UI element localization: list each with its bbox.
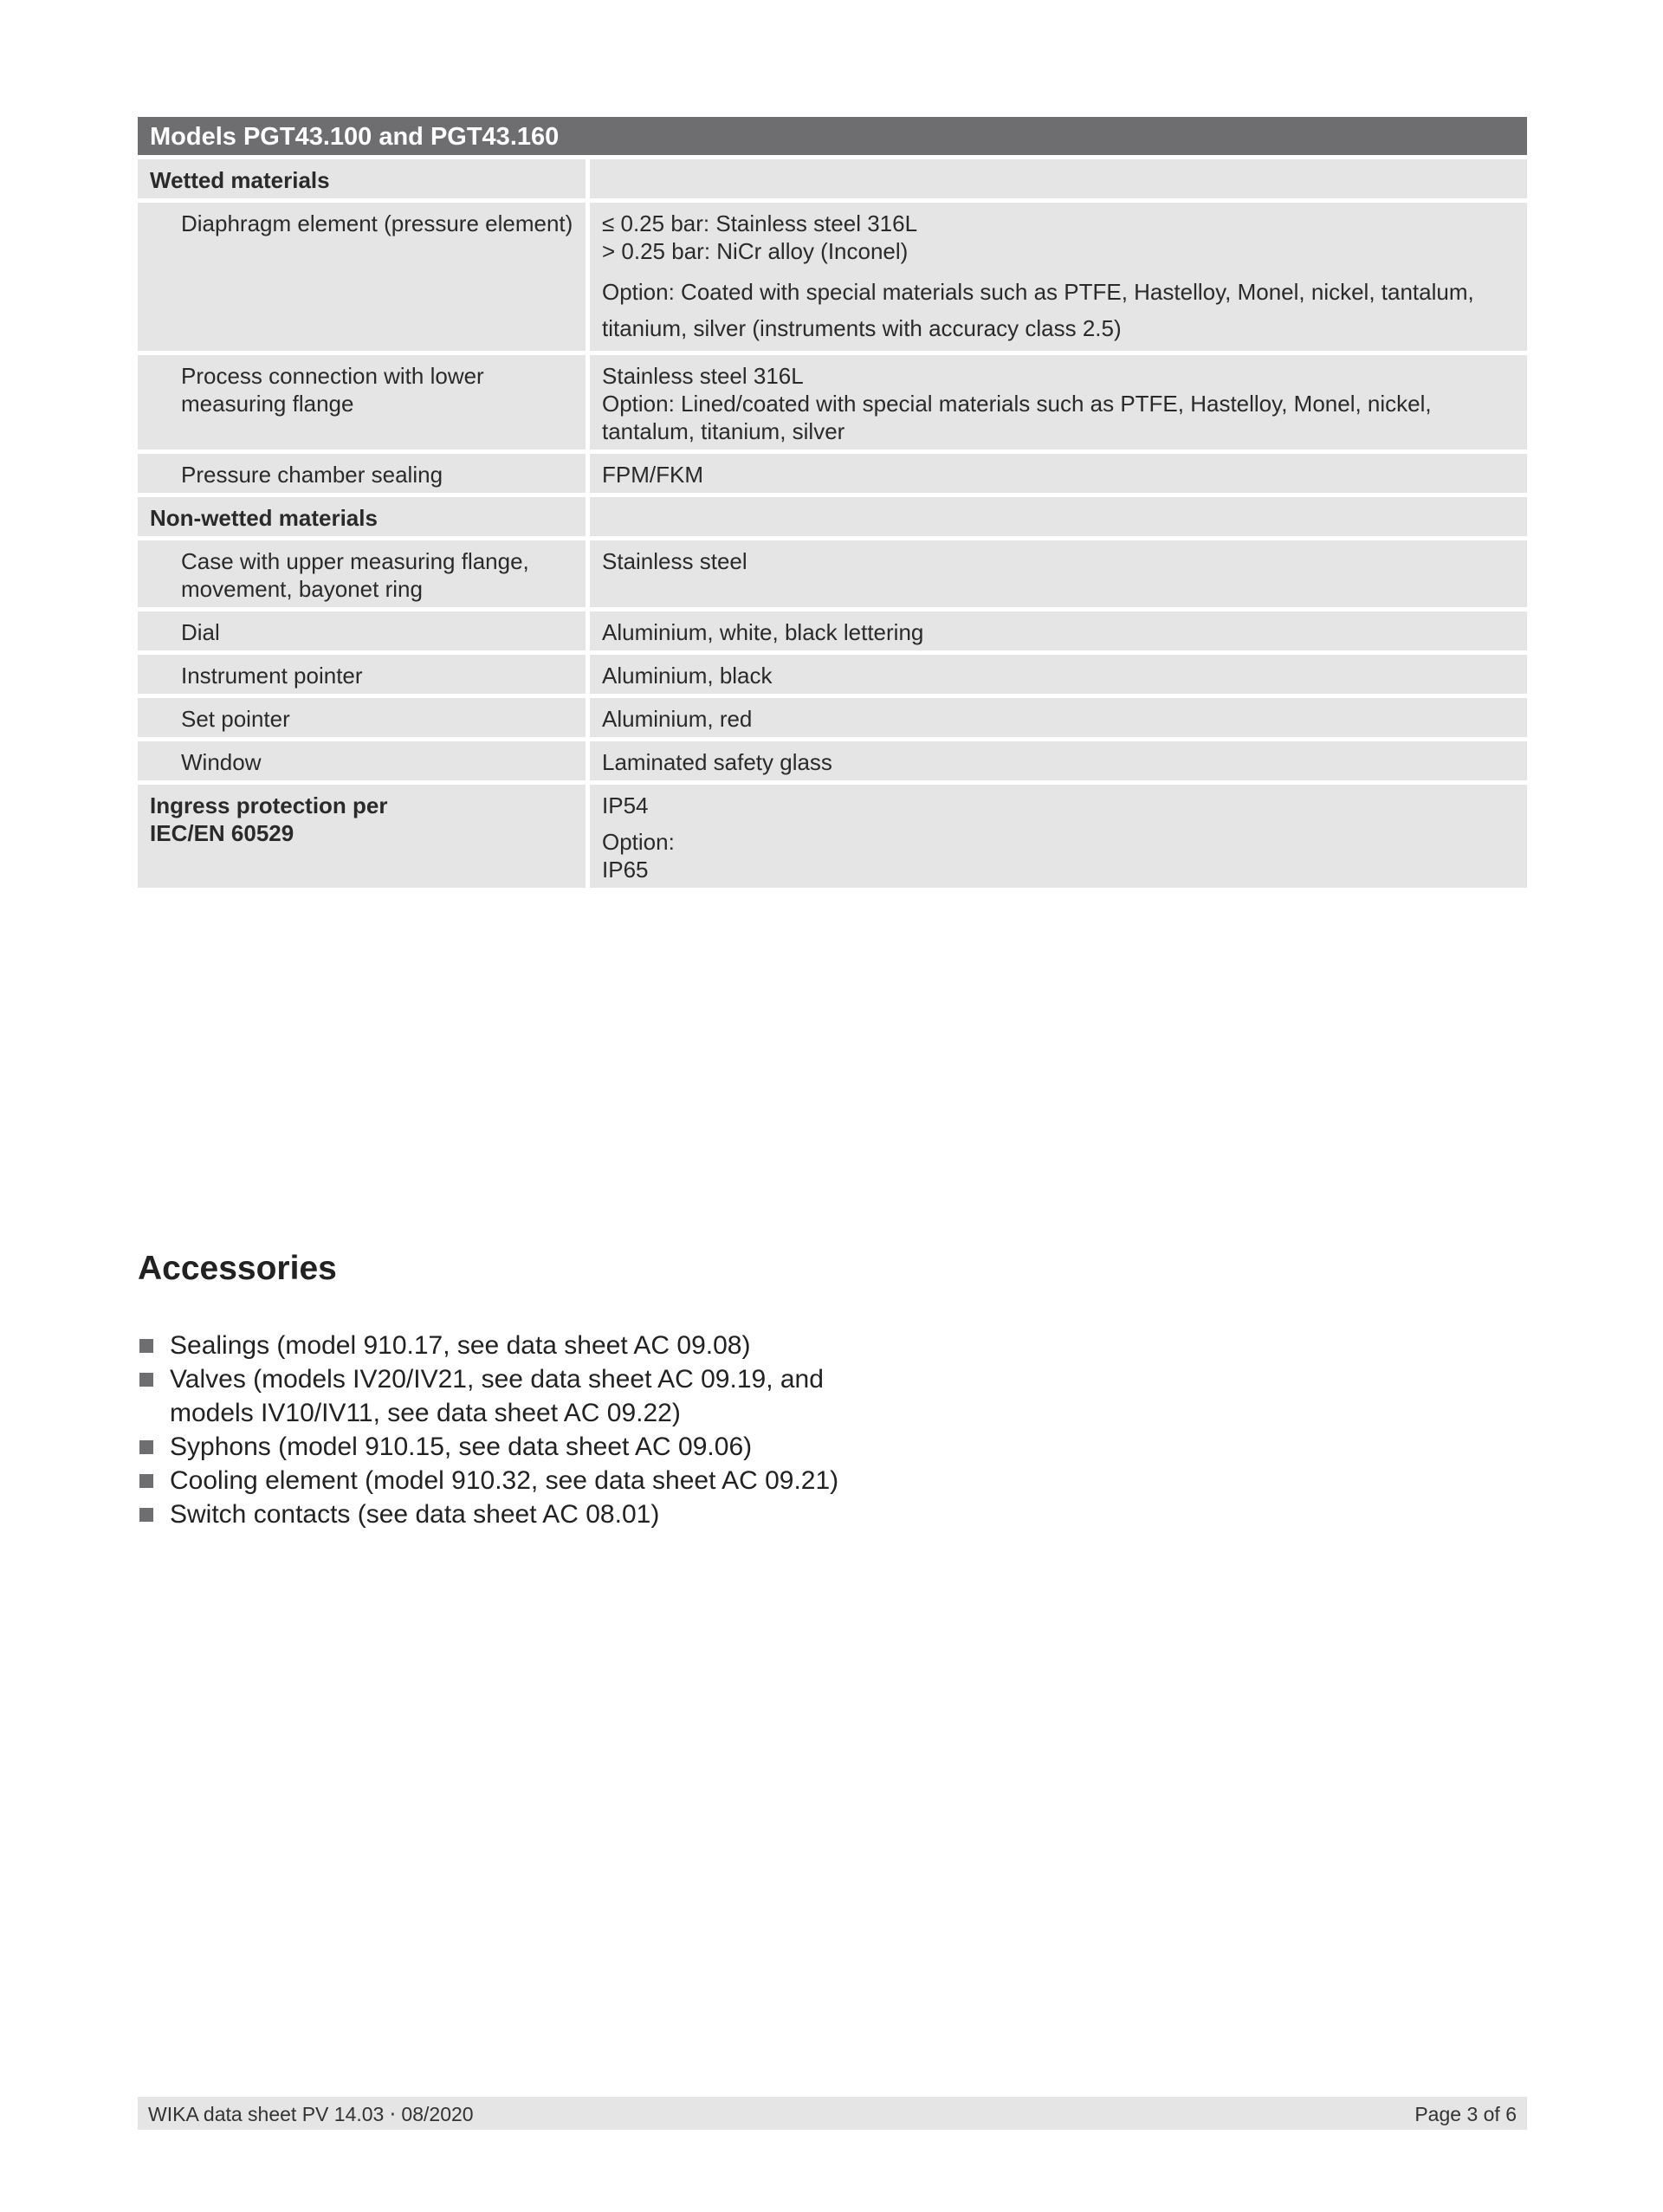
accessory-text: Cooling element (model 910.32, see data sheet AC 09.21) <box>170 1466 839 1495</box>
row-label-window: Window <box>138 741 586 780</box>
row-value-case: Stainless steel <box>586 540 1527 607</box>
table-row <box>138 355 1527 450</box>
row-value-ingress <box>586 785 1527 888</box>
ingress-value: IP54 <box>602 792 649 818</box>
table-row <box>138 698 1527 737</box>
ingress-option-label: Option: <box>602 829 675 855</box>
square-bullet-icon <box>139 1474 153 1488</box>
table-row <box>138 741 1527 780</box>
row-value-set-pointer: Aluminium, red <box>586 698 1527 737</box>
table-title: Models PGT43.100 and PGT43.160 <box>138 117 1527 155</box>
table-row <box>138 611 1527 650</box>
list-item <box>138 1329 838 1362</box>
accessory-text-line-2: models IV10/IV11, see data sheet AC 09.22) <box>170 1399 681 1427</box>
row-label-chamber-sealing: Pressure chamber sealing <box>138 454 586 493</box>
row-label-case: Case with upper measuring flange, movement, bayonet ring <box>138 540 586 607</box>
footer-page-number: Page 3 of 6 <box>1414 2103 1517 2125</box>
section-value-empty <box>586 159 1527 198</box>
list-item <box>138 1362 838 1430</box>
accessories-heading: Accessories <box>138 1250 337 1287</box>
accessory-text: Sealings (model 910.17, see data sheet AC 09.08) <box>170 1331 751 1360</box>
accessory-text: Switch contacts (see data sheet AC 08.01) <box>170 1500 660 1529</box>
materials-spec-table <box>138 113 1527 892</box>
diaphragm-option: Option: Coated with special materials such as PTFE, Hastelloy, Monel, nickel, tantalum, titanium, silver (instruments with accuracy class 2.5) <box>602 279 1474 341</box>
row-label-ingress <box>138 785 586 888</box>
list-item <box>138 1497 838 1531</box>
footer-document-reference: WIKA data sheet PV 14.03 ⋅ 08/2020 <box>148 2103 474 2125</box>
accessories-list <box>138 1329 838 1531</box>
diaphragm-line-2: > 0.25 bar: NiCr alloy (Inconel) <box>602 238 909 264</box>
section-label-non-wetted: Non-wetted materials <box>138 497 586 536</box>
square-bullet-icon <box>139 1339 153 1353</box>
table-row <box>138 655 1527 694</box>
table-row <box>138 785 1527 888</box>
row-value-chamber-sealing: FPM/FKM <box>586 454 1527 493</box>
row-value-instrument-pointer: Aluminium, black <box>586 655 1527 694</box>
list-item <box>138 1464 838 1497</box>
page-footer <box>138 2097 1527 2130</box>
square-bullet-icon <box>139 1440 153 1454</box>
table-row <box>138 497 1527 536</box>
square-bullet-icon <box>139 1508 153 1522</box>
table-row <box>138 454 1527 493</box>
section-value-empty <box>586 497 1527 536</box>
ingress-option-value: IP65 <box>602 857 649 883</box>
diaphragm-line-1: ≤ 0.25 bar: Stainless steel 316L <box>602 210 918 236</box>
list-item <box>138 1430 838 1464</box>
square-bullet-icon <box>139 1373 153 1387</box>
row-value-diaphragm <box>586 203 1527 351</box>
process-connection-line-1: Stainless steel 316L <box>602 363 804 389</box>
ingress-label-line-2: IEC/EN 60529 <box>150 820 294 846</box>
row-label-process-connection: Process connection with lower measuring flange <box>138 355 586 450</box>
row-value-process-connection <box>586 355 1527 450</box>
table-header-row <box>138 117 1527 155</box>
ingress-label-line-1: Ingress protection per <box>150 792 388 818</box>
row-label-set-pointer: Set pointer <box>138 698 586 737</box>
accessory-text-line-1: Valves (models IV20/IV21, see data sheet AC 09.19, and <box>170 1365 824 1394</box>
table-row <box>138 159 1527 198</box>
table-row <box>138 203 1527 351</box>
table-row <box>138 540 1527 607</box>
accessory-text: Syphons (model 910.15, see data sheet AC 09.06) <box>170 1433 753 1461</box>
row-label-instrument-pointer: Instrument pointer <box>138 655 586 694</box>
row-label-dial: Dial <box>138 611 586 650</box>
row-label-diaphragm: Diaphragm element (pressure element) <box>138 203 586 351</box>
section-label-wetted: Wetted materials <box>138 159 586 198</box>
process-connection-option: Option: Lined/coated with special materials such as PTFE, Hastelloy, Monel, nickel, tantalum, titanium, silver <box>602 391 1432 444</box>
row-value-window: Laminated safety glass <box>586 741 1527 780</box>
row-value-dial: Aluminium, white, black lettering <box>586 611 1527 650</box>
